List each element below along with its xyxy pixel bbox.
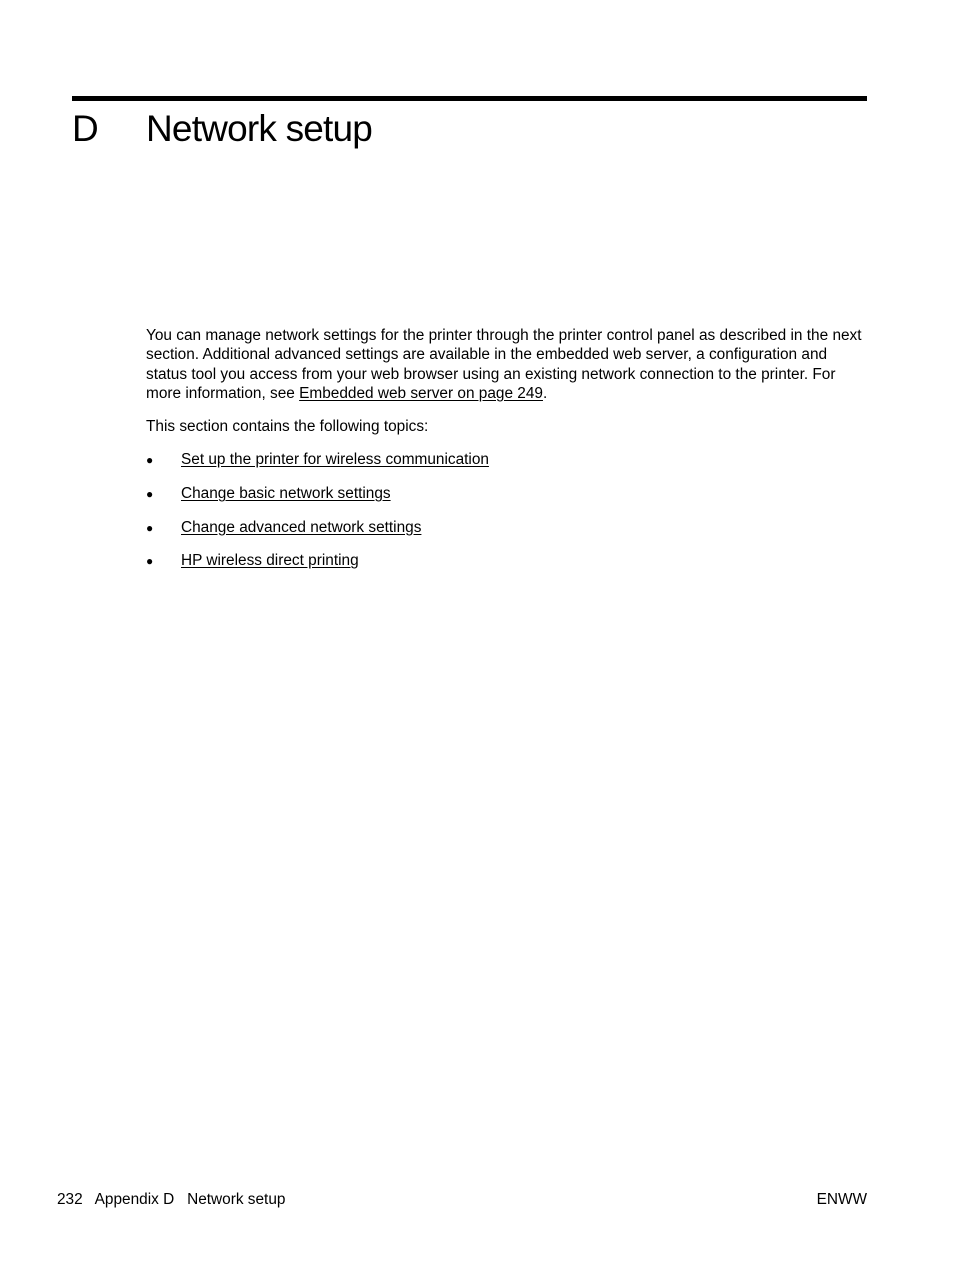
topic-link-wireless-communication[interactable]: Set up the printer for wireless communication	[181, 451, 489, 469]
footer-chapter-title: Network setup	[187, 1191, 286, 1208]
bullet-icon: ●	[146, 554, 154, 569]
list-item	[146, 450, 867, 469]
page-number: 232	[57, 1191, 83, 1208]
list-item	[146, 551, 867, 570]
topics-intro: This section contains the following topics:	[146, 418, 429, 436]
bullet-icon: ●	[146, 520, 154, 535]
embedded-web-server-link[interactable]: Embedded web server on page 249	[299, 384, 543, 402]
chapter-letter: D	[72, 108, 99, 149]
topic-link-wireless-direct-printing[interactable]: HP wireless direct printing	[181, 552, 359, 570]
list-item	[146, 484, 867, 503]
footer-section: Appendix D	[94, 1191, 175, 1208]
body-content	[146, 326, 867, 585]
intro-paragraph	[146, 326, 867, 403]
bullet-icon: ●	[146, 487, 154, 502]
page-footer-left	[57, 1190, 285, 1209]
intro-text-end: .	[542, 384, 548, 402]
chapter-rule	[72, 96, 867, 101]
bullet-icon: ●	[146, 453, 154, 468]
topic-link-basic-network-settings[interactable]: Change basic network settings	[181, 485, 391, 503]
page-footer-edition: ENWW	[816, 1191, 867, 1208]
topics-list	[146, 450, 867, 570]
topic-link-advanced-network-settings[interactable]: Change advanced network settings	[181, 518, 422, 536]
intro-text: You can manage network settings for the printer through the printer control panel as described in the next section. Additional advanced settings are available in the embedded web server, a configuration and status tool you access from your web browser using an existing network connection to the printer. For more information, see	[146, 327, 862, 402]
chapter-title: Network setup	[146, 108, 373, 149]
list-item	[146, 518, 867, 537]
